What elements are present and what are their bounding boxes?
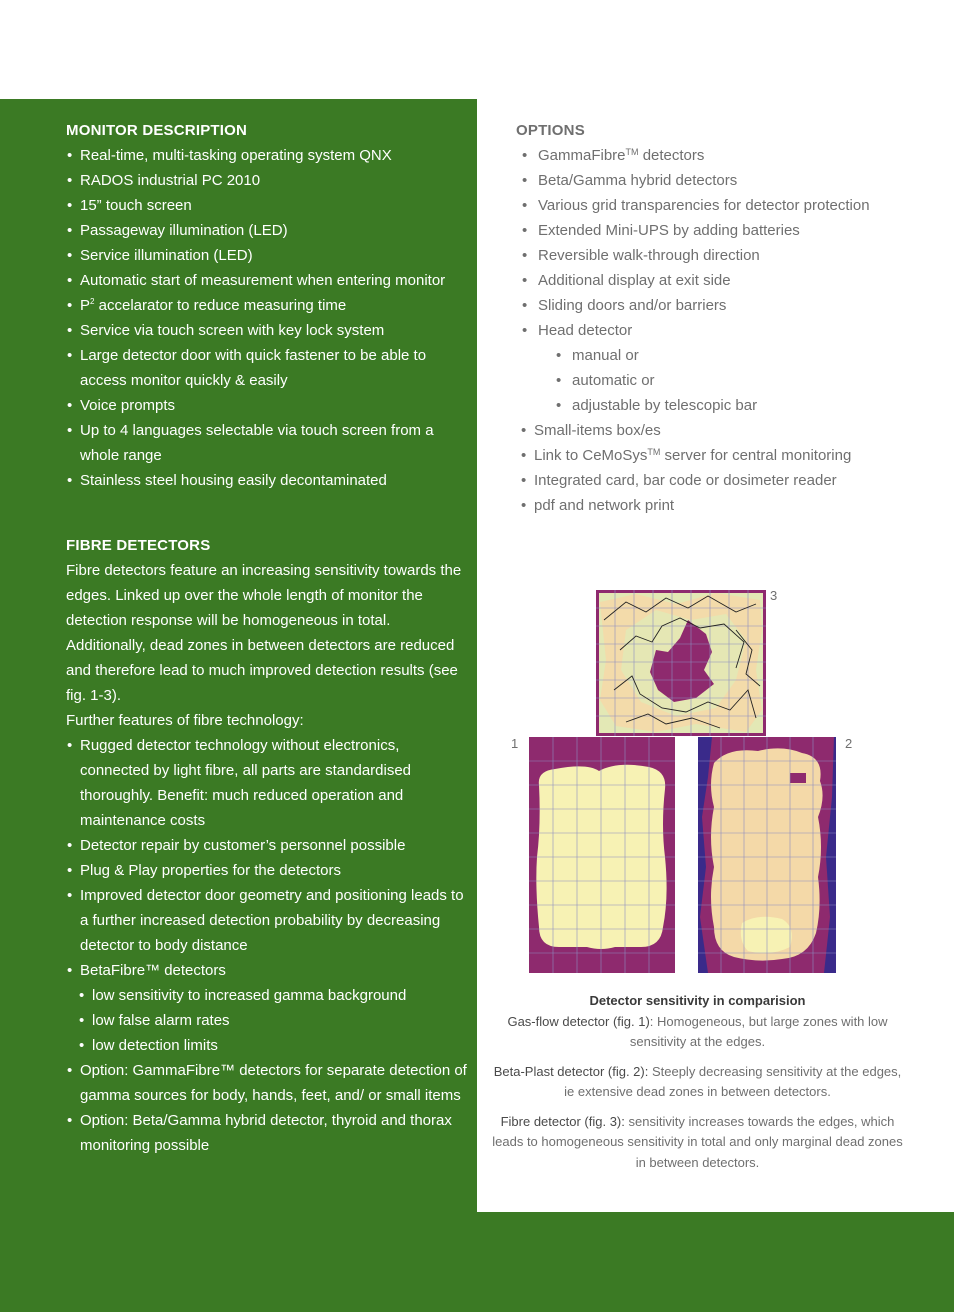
fibre-feature-list xyxy=(66,733,471,1158)
caption-fibre: Fibre detector (fig. 3): sensitivity increases towards the edges, which leads to homogeneous sensitivity in total and only marginal dead zones in between detectors. xyxy=(492,1113,903,1170)
list-item: • pdf and network print xyxy=(516,493,936,518)
sub-list-item: • low detection limits xyxy=(66,1033,471,1058)
figure-label-3: 3 xyxy=(770,588,778,603)
sub-list-item: • automatic or xyxy=(516,368,936,393)
sub-list-item: • adjustable by telescopic bar xyxy=(516,393,936,418)
sub-list-item: • manual or xyxy=(516,343,936,368)
monitor-feature-list xyxy=(66,143,471,493)
list-item: • RADOS industrial PC 2010 xyxy=(66,168,471,193)
list-item-cemosys: • Link to CeMoSys™ server for central monitoring xyxy=(516,443,936,468)
list-item: • Head detector xyxy=(516,318,936,343)
list-item: • Option: GammaFibre™ detectors for separate detection of gamma sources for body, hands, feet, and/ or small items xyxy=(66,1058,471,1108)
list-item: • Improved detector door geometry and positioning leads to a further increased detection probability by decreasing detector to body distance xyxy=(66,883,471,958)
options-heading: OPTIONS xyxy=(516,122,585,139)
fibre-intro-paragraph: Fibre detectors feature an increasing sensitivity towards the edges. Linked up over the whole length of monitor the detection response will be homogeneous in total. Additionally, dead zones in between detectors are reduced and therefore lead to much improved detection results (see fig. 1-3). xyxy=(66,562,462,704)
list-item: • Extended Mini-UPS by adding batteries xyxy=(516,218,936,243)
caption-gas-flow: Gas-flow detector (fig. 1): Homogeneous, but large zones with low sensitivity at the edges. xyxy=(507,1013,888,1049)
fibre-detector-map xyxy=(596,590,766,736)
list-item: • Small-items box/es xyxy=(516,418,936,443)
list-item: • Up to 4 languages selectable via touch screen from a whole range xyxy=(66,418,471,468)
list-item: • Passageway illumination (LED) xyxy=(66,218,471,243)
list-item: • Real-time, multi-tasking operating system QNX xyxy=(66,143,471,168)
left-column xyxy=(66,118,471,1158)
detector-sensitivity-figure xyxy=(490,580,920,990)
sub-list-item: • low false alarm rates xyxy=(66,1008,471,1033)
figure-label-2: 2 xyxy=(845,736,853,751)
gas-flow-detector-map xyxy=(529,737,675,973)
list-item: • Plug & Play properties for the detectors xyxy=(66,858,471,883)
caption-title: Detector sensitivity in comparision xyxy=(589,993,806,1008)
list-item: • Additional display at exit side xyxy=(516,268,936,293)
list-item: • Stainless steel housing easily decontaminated xyxy=(66,468,471,493)
right-column xyxy=(516,118,936,518)
figure-label-1: 1 xyxy=(511,736,519,751)
list-item-p2-accelerator: • $P^2$ accelarator to reduce measuring time xyxy=(66,293,471,318)
list-item: • Rugged detector technology without electronics, connected by light fibre, all parts are standardised thoroughly. Benefit: much reduced operation and maintenance costs xyxy=(66,733,471,833)
beta-plast-detector-map xyxy=(698,737,836,973)
list-item: • Option: Beta/Gamma hybrid detector, thyroid and thorax monitoring possible xyxy=(66,1108,471,1158)
list-item: • Reversible walk-through direction xyxy=(516,243,936,268)
list-item: • Sliding doors and/or barriers xyxy=(516,293,936,318)
list-item: • Various grid transparencies for detector protection xyxy=(516,193,936,218)
list-item: • Large detector door with quick fastener to be able to access monitor quickly & easily xyxy=(66,343,471,393)
list-item: • Voice prompts xyxy=(66,393,471,418)
options-list xyxy=(516,143,936,518)
figure-caption xyxy=(490,991,905,1182)
list-item: • Detector repair by customer’s personnel possible xyxy=(66,833,471,858)
green-footer-band xyxy=(477,1212,954,1312)
list-item: • Service via touch screen with key lock system xyxy=(66,318,471,343)
list-item: • 15” touch screen xyxy=(66,193,471,218)
monitor-description-heading: MONITOR DESCRIPTION xyxy=(66,122,248,139)
fibre-detectors-heading: FIBRE DETECTORS xyxy=(66,537,211,554)
list-item-gammafibre: • GammaFibre™ detectors xyxy=(516,143,936,168)
list-item: • BetaFibre™ detectors xyxy=(66,958,471,983)
sub-list-item: • low sensitivity to increased gamma background xyxy=(66,983,471,1008)
fibre-further-label: Further features of fibre technology: xyxy=(66,712,304,729)
caption-beta-plast: Beta-Plast detector (fig. 2): Steeply decreasing sensitivity at the edges, ie extensive dead zones in between detectors. xyxy=(493,1063,902,1099)
list-item: • Service illumination (LED) xyxy=(66,243,471,268)
list-item: • Automatic start of measurement when entering monitor xyxy=(66,268,471,293)
list-item: • Integrated card, bar code or dosimeter reader xyxy=(516,468,936,493)
list-item: • Beta/Gamma hybrid detectors xyxy=(516,168,936,193)
